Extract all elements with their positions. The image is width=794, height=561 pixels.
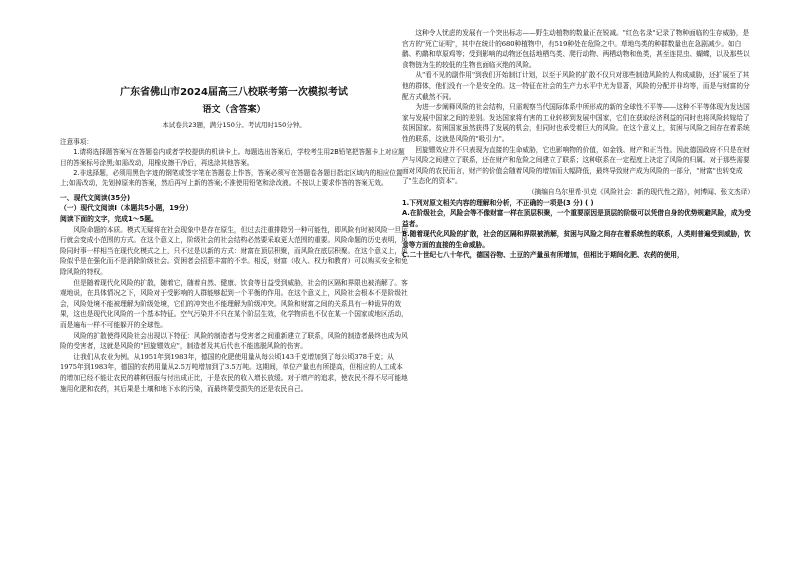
passage-paragraph: 回旋镖效应并不只表现为直接的生命威胁，它也影响物的价值，如金钱、财产和正当性。因此德国政府不只是在财产与风险之间建立了联系，还在财产和危险之间建立了联系；这种联系在一定程度上决定了风险的归属。对于那些需要面对风险的农民而言，财产的价值会随着风险的增加而大幅降低，最终导致财产成为风险的一部分，"财富"也转变成了"生态化的资本"。 (402, 145, 750, 186)
passage-paragraph: 但是随着现代化风险的扩散，随着它，随着自然、健康、饮食等日益受到威胁，社会的区隔和界限也被消解了。客观地说，在具体情况之下，风险对于受影响的人群能够起到一个平衡的作用。在这个意义上，风险社会根本不是阶级社会，风险处境不能被理解为阶级处境，它们的冲突也不能理解为阶级冲突。风险和财富之间的关系具有一种诡异的效果，这也是现代化风险的一个基本特征。空气污染并不只在某个阶层生效，化学物质也不仅在某一个国家或地区活动，而是遍布一样不可能躲开的全球性。 (60, 278, 408, 329)
passage-paragraph: 从"看不见的副作用"到我们开始制订计划，以至于风险的扩散不仅只对那些制造风险的人构成威胁，还扩展至了其他的群体，他们没有一个是安全的。这一特征在社会的生产力水平中尤为显著，风险的分配并非均等，而是与财富的分配方式截然不同。 (402, 71, 750, 101)
section-heading: 一、现代文阅读(35分) (60, 193, 131, 202)
option-a: A.在阶级社会，风险会等不像财富一样在顶层积聚，一个重要原因是顶层的阶级可以凭借自身的优势规避风险，成为受益者。 (402, 209, 751, 228)
option-c: C.二十世纪七八十年代，德国谷物、土豆的产量虽有所增加，但相比于期间化肥、农药的使用， (402, 251, 684, 260)
exam-subject: 语文（含答案） (202, 104, 266, 115)
left-column (60, 60, 408, 394)
passage-source: （摘编自乌尔里希·贝克《风险社会：新的现代性之路》，何博闻、张文杰译） (527, 187, 754, 196)
right-column (402, 28, 754, 261)
question-stem: 1.下列对原文相关内容的理解和分析，不正确的一项是(3 分) ( ) (402, 198, 594, 207)
passage-paragraph: 风险的扩散使得风险社会出现以下特征：风险的制造者与受害者之间重新建立了联系，风险的制造者最终也成为风险的受害者，这就是风险的"回旋镖效应"，制造者及其后代也不能逃脱风险的伤害。 (60, 331, 408, 351)
notice-item-1: 1.请将选择题答案写在答题卷内或者学校提供的机读卡上。每题选出答案后，学校考生用2B铅笔把答题卡上对应题目的答案标号涂黑;如需改动，用橡皮擦干净后，再选涂其他答案。 (60, 148, 405, 167)
passage-paragraph: 这种令人忧虑的发展有一个突出标志——野生动植物的数量正在锐减。"红色名录"记录了物种面临的生存威胁，是官方的"死亡证明"，其中在统计的680种植物中，有519种处在危险之中。草地鸟类的种群数量也在急剧减少。如白鹳、杓鹬和草原鸡等；受到影响的动物还包括地栖鸟类、爬行动物、两栖动物和鱼类，甚至连昆虫、蝴蝶，以及那些以食物链为生的较低的生物也面临灭绝的风险。 (402, 29, 750, 69)
notice-item-2: 2.非选择题，必须用黑色字迹的钢笔或签字笔在答题卷上作答，答案必须写在答题卷各题目指定区域内的相应位置上;如需改动，先划掉原来的答案，然后再写上新的答案;不准使用铅笔和涂改液。不按以上要求作答的答案无效。 (60, 169, 403, 188)
notice-block (60, 137, 408, 189)
passage-paragraph: 让我们从农业为例。从1951年到1983年，德国的化肥使用量从每公顷143千克增加到了每公顷378千克；从1975年到1983年，德国的农药用量从2.5万吨增加到了3.5万吨。这期间，单位产量也有所提高，但相应的人工成本的增加已经不能让农民的耕种回报与付出成正比，于是农民的收入增长放缓。对于增产的追求，使农民不得不尽可能地施用化肥和农药，其后果是土壤和地下水的污染，而最终蒙受损失的还是农民自己。 (60, 352, 408, 393)
option-b: B.随着现代化风险的扩散，社会的区隔和界限被消解，贫困与风险之间存在着系统性的联系，人类则普遍受到威胁，饮食等方面的直接的生命威胁。 (402, 230, 751, 249)
passage-paragraph: 为进一步阐释风险的社会结构，只需观察当代国际体系中所形成的新的全球性不平等——这种不平等体现为发达国家与发展中国家之间的差别。发达国家将有害的工业转移到发展中国家，它们在获取经济利益的同时也将风险转嫁给了贫困国家。贫困国家虽然获得了发展的机会，但同时也承受着巨大的风险。在这个意义上，贫困与风险之间存在着系统性的联系，这就是风险的"吸引力"。 (402, 103, 750, 143)
section-subheading: （一）现代文阅读Ⅰ（本题共5小题，19分） (60, 204, 193, 213)
section-instruction: 阅读下面的文字，完成1～5题。 (60, 215, 158, 223)
notice-heading: 注意事项： (60, 137, 93, 146)
exam-title: 广东省佛山市2024届高三八校联考第一次模拟考试 (120, 87, 348, 98)
exam-meta: 本试卷共23题，满分150分。考试用时150分钟。 (162, 121, 306, 130)
passage-paragraph: 风险命题的本质。模式无疑将在社会现象中是存在原生，但过去注重排除另一种可能性，即风险有时被风险一旦运行就会变成小范围的方式。在这个意义上，阶级社会的社会结构必然要采取更大范围的重要。风险命题的历史表明，风险同时事一样相当在现代化模式之上，只不过是以新的方式：财富在顶层积聚，而风险在底层积聚。在这个意义上，风险似乎是在强化而不是消除阶级社会。资困者会招惹丰富的不幸。相反，财富（收入、权力和教育）可以购买安全和免除风险的特权。 (60, 225, 408, 276)
